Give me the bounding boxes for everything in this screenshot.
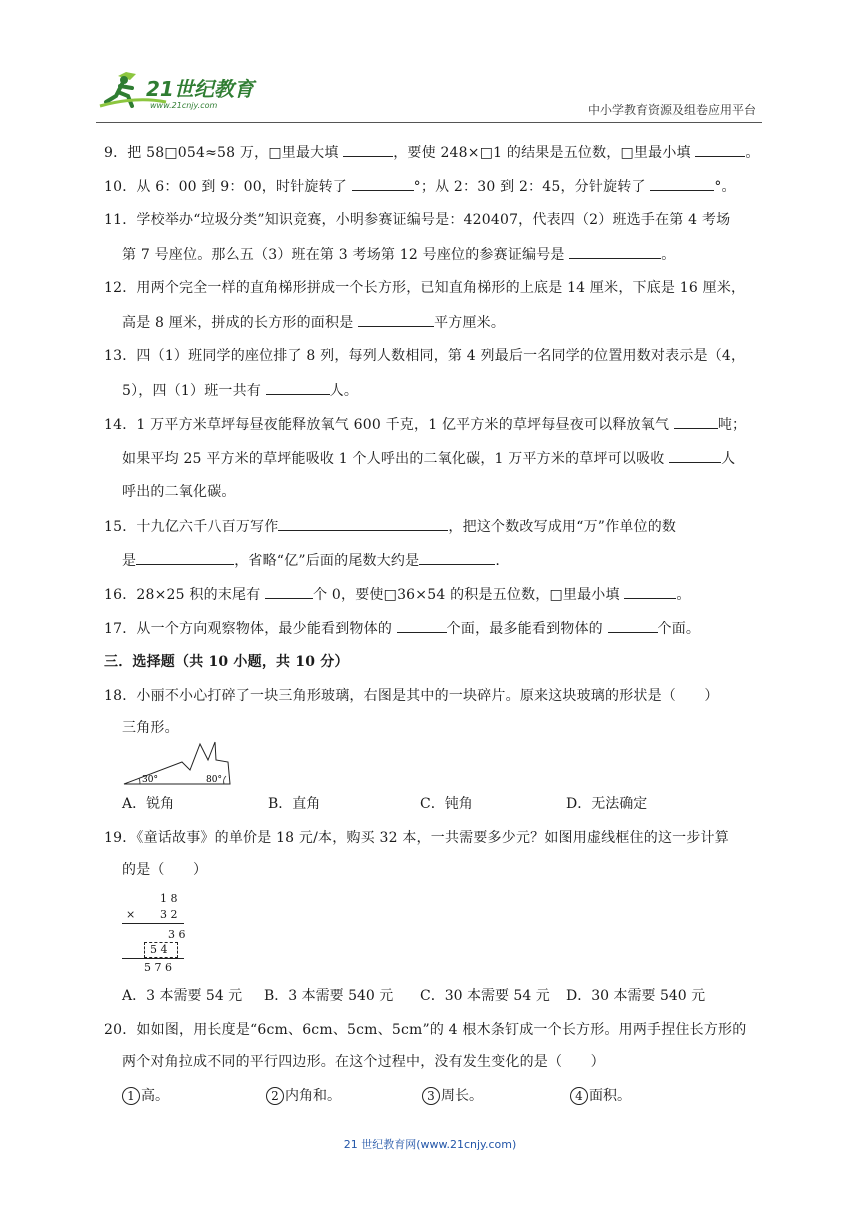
q17-text-a: 17．从一个方向观察物体，最少能看到物体的: [104, 621, 397, 637]
calc-row-4: 5 4: [150, 943, 168, 956]
question-13-line-2: [122, 380, 358, 401]
question-11-line-2: [122, 244, 676, 265]
q14-text-b: 吨；: [717, 417, 747, 433]
q19-option-b[interactable]: B．3 本需要 540 元: [264, 988, 394, 1004]
q17-text-c: 个面。: [657, 621, 701, 637]
q15-blank-1[interactable]: [278, 516, 448, 531]
q14-text-d: 人: [721, 451, 736, 467]
q14-text-c: 如果平均 25 平方米的草坪能吸收 1 个人呼出的二氧化碳，1 万平方米的草坪可以吸收: [122, 451, 670, 467]
question-16: [104, 584, 691, 605]
q20-option-2-text: 内角和。: [285, 1088, 341, 1104]
q11-text-b: 。: [661, 247, 676, 263]
angle-30-label: 30°: [142, 775, 158, 785]
q20-option-2-number: 2: [266, 1087, 284, 1105]
q15-text-a: 15．十九亿六千八百万写作: [104, 519, 279, 535]
q16-blank-2[interactable]: [624, 584, 676, 599]
platform-label: 中小学教育资源及组卷应用平台: [587, 103, 756, 117]
q20-option-4-text: 面积。: [589, 1088, 631, 1104]
q20-option-1-text: 高。: [141, 1088, 169, 1104]
q10-text-c: °。: [714, 179, 736, 195]
calc-row-5: 5 7 6: [144, 961, 172, 974]
q10-text-a: 10．从 6：00 到 9：00，时针旋转了: [104, 179, 352, 195]
question-10: [104, 176, 736, 197]
logo-subtitle: www.21cnjy.com: [150, 101, 218, 110]
q16-text-b: 个 0，要使□36×54 的积是五位数，□里最小填: [313, 587, 625, 603]
q15-text-d: ，省略“亿”后面的尾数大约是: [234, 553, 420, 569]
q18-option-d[interactable]: D．无法确定: [566, 796, 648, 812]
q11-blank[interactable]: [569, 244, 661, 259]
q20-option-2[interactable]: [266, 1086, 341, 1106]
q20-option-3-number: 3: [422, 1087, 440, 1105]
question-14-line-1: [104, 414, 746, 435]
logo-title: 21世纪教育: [146, 77, 254, 101]
question-9: [104, 142, 760, 163]
question-18-line-2: 三角形。: [122, 720, 179, 736]
q17-blank-2[interactable]: [608, 618, 658, 633]
q20-option-3-text: 周长。: [441, 1088, 483, 1104]
question-12-line-2: [122, 312, 505, 333]
q13-blank[interactable]: [266, 380, 330, 395]
q15-text-c: 是: [122, 553, 137, 569]
q15-text-e: .: [495, 553, 500, 569]
q15-blank-3[interactable]: [419, 550, 495, 565]
q18-option-a[interactable]: A．锐角: [122, 796, 175, 812]
q18-option-c[interactable]: C．钝角: [420, 796, 473, 812]
question-14-line-2: [122, 448, 735, 469]
q9-blank-2[interactable]: [695, 142, 745, 157]
q16-text-c: 。: [676, 587, 691, 603]
q13-text-b: 人。: [329, 383, 359, 399]
question-20-line-2: 两个对角拉成不同的平行四边形。在这个过程中，没有发生变化的是（ ）: [122, 1054, 605, 1070]
q9-text-b: ，要使 248×□1 的结果是五位数，□里最小填: [393, 145, 696, 161]
question-19-line-1: 19．《童话故事》的单价是 18 元/本，购买 32 本，一共需要多少元？如图用虚线框住的这一步计算: [104, 830, 729, 846]
q19-option-d[interactable]: D．30 本需要 540 元: [566, 988, 706, 1004]
question-19-line-2: 的是（ ）: [122, 862, 208, 878]
q11-text-a: 第 7 号座位。那么五（3）班在第 3 考场第 12 号座位的参赛证编号是: [122, 247, 570, 263]
q10-text-b: °；从 2：30 到 2：45，分针旋转了: [413, 179, 651, 195]
calc-row-1: 1 8: [160, 892, 178, 905]
q20-option-3[interactable]: [422, 1086, 483, 1106]
q14-blank-1[interactable]: [674, 414, 718, 429]
question-17: [104, 618, 700, 639]
calc-row-2: 3 2: [160, 908, 178, 921]
q10-blank-2[interactable]: [650, 176, 714, 191]
q10-blank-1[interactable]: [352, 176, 414, 191]
q9-text-c: 。: [745, 145, 760, 161]
angle-80-label: 80°: [206, 775, 222, 785]
q19-option-a[interactable]: A．3 本需要 54 元: [122, 988, 243, 1004]
q13-text-a: 5），四（1）班一共有: [122, 383, 266, 399]
q17-blank-1[interactable]: [397, 618, 447, 633]
q17-text-b: 个面，最多能看到物体的: [446, 621, 608, 637]
q9-text-a: 9．把 58□054≈58 万，□里最大填: [104, 145, 344, 161]
question-11-line-1: 11．学校举办“垃圾分类”知识竞赛，小明参赛证编号是：420407，代表四（2）班选手在第 4 考场: [104, 212, 731, 228]
question-12-line-1: 12．用两个完全一样的直角梯形拼成一个长方形，已知直角梯形的上底是 14 厘米，下底是 16 厘米，: [104, 280, 746, 296]
q20-option-4[interactable]: [570, 1086, 631, 1106]
header-divider: [96, 122, 762, 123]
q20-option-4-number: 4: [570, 1087, 588, 1105]
site-logo: [96, 66, 266, 114]
calc-row-3: 3 6: [168, 928, 186, 941]
q20-option-1-number: 1: [122, 1087, 140, 1105]
vertical-multiplication: [122, 890, 192, 976]
q12-text-a: 高是 8 厘米，拼成的长方形的面积是: [122, 315, 359, 331]
q18-option-b[interactable]: B．直角: [268, 796, 321, 812]
section-3-heading: 三．选择题（共 10 小题，共 10 分）: [104, 654, 349, 670]
question-15-line-2: [122, 550, 500, 571]
question-15-line-1: [104, 516, 676, 537]
q19-option-c[interactable]: C．30 本需要 54 元: [420, 988, 550, 1004]
question-13-line-1: 13．四（1）班同学的座位排了 8 列，每列人数相同，第 4 列最后一名同学的位置用数对表示是（4，: [104, 348, 746, 364]
q14-blank-2[interactable]: [669, 448, 721, 463]
q12-text-b: 平方厘米。: [434, 315, 506, 331]
question-18-line-1: 18．小丽不小心打碎了一块三角形玻璃，右图是其中的一块碎片。原来这块玻璃的形状是（ ）: [104, 688, 719, 704]
q20-option-1[interactable]: [122, 1086, 169, 1106]
q14-text-a: 14．1 万平方米草坪每昼夜能释放氧气 600 千克，1 亿平方米的草坪每昼夜可以释放氧气: [104, 417, 674, 433]
q16-blank-1[interactable]: [265, 584, 313, 599]
q12-blank[interactable]: [358, 312, 434, 327]
calc-times-sign: ×: [126, 908, 136, 921]
q16-text-a: 16．28×25 积的末尾有: [104, 587, 266, 603]
glass-shard-figure: [120, 740, 232, 786]
question-14-line-3: 呼出的二氧化碳。: [122, 484, 236, 500]
question-20-line-1: 20．如如图，用长度是“6cm、6cm、5cm、5cm”的 4 根木条钉成一个长方形。用两手捏住长方形的: [104, 1022, 747, 1038]
q15-blank-2[interactable]: [136, 550, 234, 565]
q15-text-b: ，把这个数改写成用“万”作单位的数: [448, 519, 677, 535]
footer-link[interactable]: 21 世纪教育网(www.21cnjy.com): [343, 1138, 517, 1151]
q9-blank-1[interactable]: [343, 142, 393, 157]
